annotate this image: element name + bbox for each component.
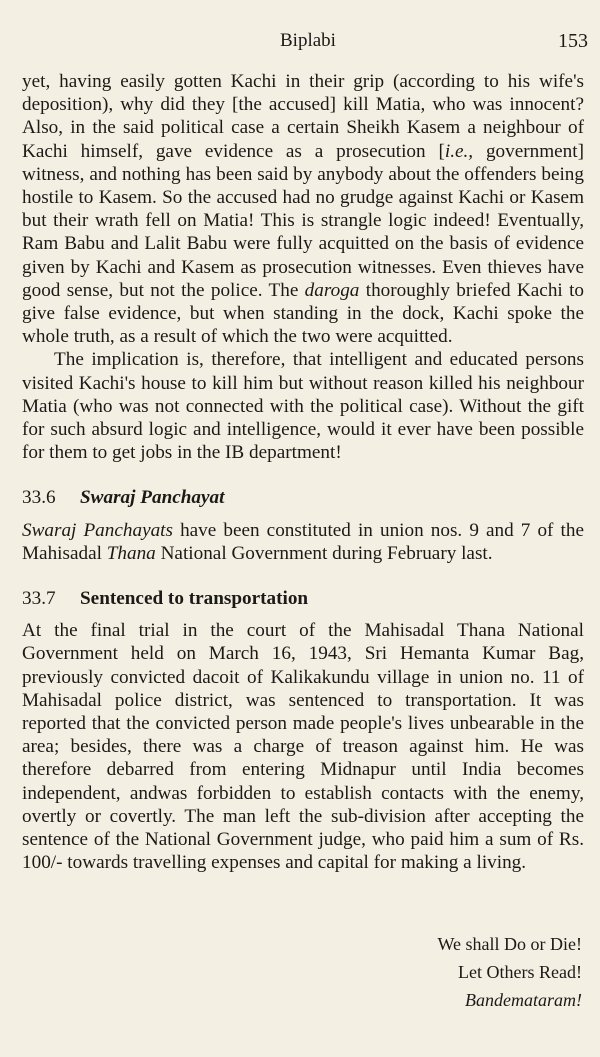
italic-run: Thana: [106, 542, 156, 564]
text-run: thoroughly briefed Kachi to give false evidence, but when standing in the dock, Kachi spoke the whole truth, as a result of which the two were acquitted.: [22, 279, 584, 348]
italic-run: i.e.,: [444, 140, 474, 162]
section-33-7: [22, 587, 584, 874]
section-heading: [22, 587, 584, 610]
slogan-line-3: Bandemataram!: [465, 990, 582, 1010]
slogan-line-1: We shall Do or Die!: [437, 934, 582, 954]
text-run: have been constituted in union nos. 9 and 7 of the Mahisadal: [22, 519, 584, 564]
text-run: At the final trial in the court of the Mahisadal Thana National Government held on March 16, 1943, Sri Hemanta Kumar Bag, previously convicted dacoit of Kalikakundu village in union no. 11 of Mahisadal police district, was sentenced to transportation. It was reported that the convicted person made people's lives unbearable in the area; besides, there was a charge of treason against him. He was therefore debarred from entering Midnapur until India becomes independent, andwas forbidden to establish contacts with the enemy, overtly or covertly. The man left the sub-division after accepting the sentence of the National Government judge, who paid him a sum of Rs. 100/- towards travelling expenses and capital for making a living.: [22, 620, 584, 874]
body-text: [22, 70, 584, 875]
text-run: The implication is, therefore, that intelligent and educated persons visited Kachi's house to kill him but without reason killed his neighbour Matia (who was not connected with the political case). Without the gift for such absurd logic and intelligence, would it ever have been possible for them to get jobs in the IB department!: [22, 349, 584, 464]
section-33-6: [22, 486, 584, 565]
section-number: 33.6: [22, 487, 56, 509]
text-run: government] witness, and nothing has been said by anybody about the offenders being hostile to Kasem. So the accused had no grudge against Kachi or Kasem but their wrath fell on Matia! This is strangle logic indeed! Eventually, Ram Babu and Lalit Babu were fully acquitted on the basis of evidence given by Kachi and Kasem as prosecution witnesses. Even thieves have good sense, but not the police. The: [22, 140, 584, 301]
section-number: 33.7: [22, 588, 56, 610]
section-title: Sentenced to transportation: [80, 588, 309, 610]
paragraph-1: [22, 70, 584, 348]
text-run: yet, having easily gotten Kachi in their grip (according to his wife's deposition), why did they [the accused] kill Matia, who was innocent? Also, in the said political case a certain Sheikh Kasem a neighbour of Kachi himself, gave evidence as a prosecution [: [22, 71, 584, 162]
closing-slogans: [437, 930, 582, 1014]
section-paragraph: [22, 619, 584, 874]
section-title: Swaraj Panchayat: [80, 487, 225, 509]
slogan-line-2: Let Others Read!: [458, 962, 582, 982]
page-number: 153: [558, 30, 588, 52]
section-heading: [22, 486, 584, 509]
italic-run: daroga: [304, 279, 360, 301]
section-paragraph: [22, 519, 584, 565]
running-title: Biplabi: [280, 30, 336, 51]
text-run: National Government during February last.: [155, 542, 493, 564]
italic-run: Swaraj Panchayats: [22, 519, 173, 541]
page-header: [0, 30, 600, 52]
paragraph-2: [22, 348, 584, 464]
